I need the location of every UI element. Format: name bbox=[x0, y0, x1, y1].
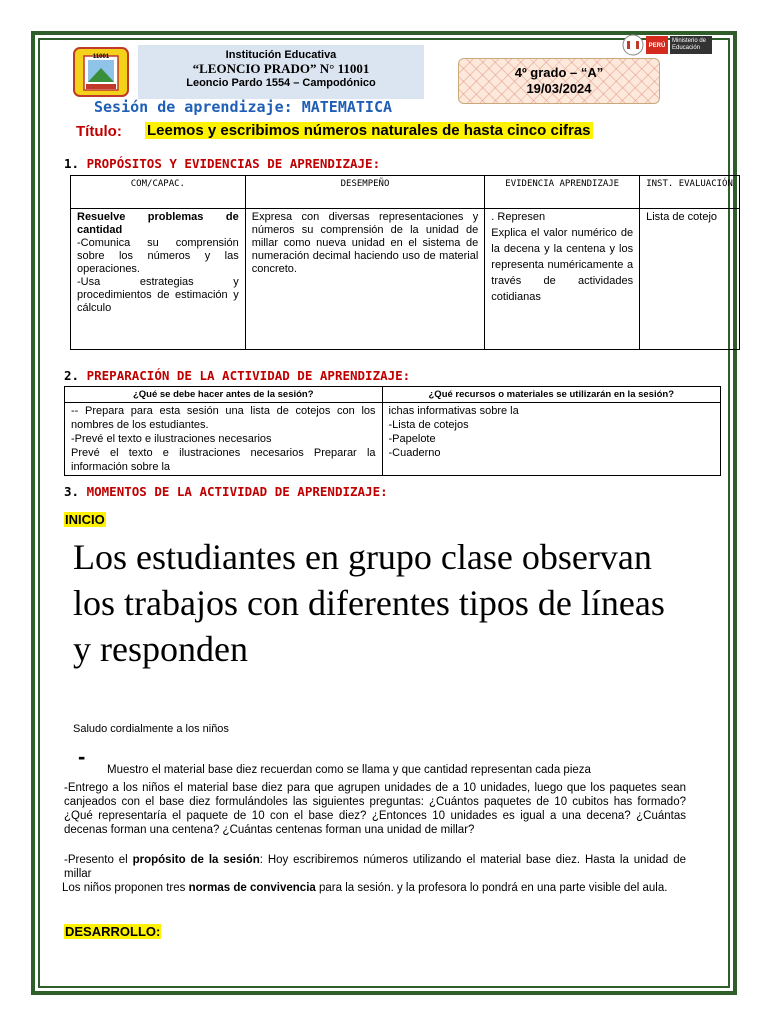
table-row bbox=[71, 209, 740, 350]
title-label: Título: bbox=[76, 123, 122, 140]
greeting-text: Saludo cordialmente a los niños bbox=[73, 723, 229, 735]
evaluation-cell: Lista de cotejo bbox=[640, 209, 740, 350]
school-logo bbox=[72, 46, 130, 98]
grade-text: 4º grado – “A” bbox=[514, 65, 604, 80]
entrego-paragraph: -Entrego a los niños el material base diez para que agrupen unidades de a 10 unidades, luego que los paquetes sean canjeados con el base diez formulándoles las siguientes preguntas: ¿Cuántos paquetes de 10 cubitos has formado? ¿Qué representaría el paquete de 10 con el base diez? ¿Entonces 10 unidades es igual a una decena? ¿Cuántas decenas forman una centena? ¿Cuántas centenas forman una unidad de millar? bbox=[64, 782, 686, 836]
table-header-row bbox=[65, 387, 721, 403]
institution-header bbox=[138, 45, 424, 99]
section-3-number: 3. bbox=[64, 484, 80, 499]
preparation-table bbox=[64, 386, 721, 476]
ministry-logo: PERÚ Ministerio de Educación bbox=[622, 32, 714, 58]
section-3-title: MOMENTOS DE LA ACTIVIDAD DE APRENDIZAJE: bbox=[86, 484, 388, 499]
desarrollo-label: DESARROLLO: bbox=[65, 924, 161, 939]
institution-name: “LEONCIO PRADO” N° 11001 bbox=[192, 61, 370, 76]
svg-text:11001: 11001 bbox=[92, 54, 110, 60]
section-2-number: 2. bbox=[64, 368, 80, 383]
inicio-label: INICIO bbox=[65, 512, 105, 527]
table-row bbox=[65, 403, 721, 476]
before-session-cell: -- Prepara para esta sesión una lista de cotejos con los nombres de los estudiantes. -Prevé el texto e ilustraciones necesarios Prevé el texto e ilustraciones necesarios Preparar la información sobre la bbox=[65, 403, 383, 476]
section-1-number: 1. bbox=[64, 156, 80, 171]
session-heading: Sesión de aprendizaje: MATEMATICA bbox=[94, 98, 393, 116]
competence-title: Resuelve problemas de cantidad bbox=[77, 211, 239, 236]
table-header-cell: COM/CAPAC. bbox=[71, 176, 246, 209]
table-header-row bbox=[71, 176, 740, 209]
competence-capacities: -Comunica su comprensión sobre los números y las operaciones. -Usa estrategias y procedimientos de estimación y cálculo bbox=[77, 237, 239, 314]
section-2-title: PREPARACIÓN DE LA ACTIVIDAD DE APRENDIZAJE: bbox=[86, 368, 411, 383]
normas-paragraph bbox=[62, 881, 686, 895]
table-header-cell: INST. EVALUACIÓN bbox=[640, 176, 740, 209]
section-1-heading bbox=[64, 156, 380, 171]
normas-pre: Los niños proponen tres bbox=[62, 882, 189, 894]
grade-date-box bbox=[458, 58, 660, 104]
section-2-heading bbox=[64, 368, 410, 383]
table-header-cell: ¿Qué se debe hacer antes de la sesión? bbox=[65, 387, 383, 403]
normas-post: para la sesión. y la profesora lo pondrá en una parte visible del aula. bbox=[315, 882, 668, 894]
presento-post: : Hoy escribiremos números utilizando el material base diez. Hasta la unidad de millar bbox=[64, 854, 686, 880]
table-header-cell: DESEMPEÑO bbox=[245, 176, 485, 209]
presento-paragraph bbox=[64, 853, 686, 881]
presento-pre: -Presento el bbox=[64, 854, 133, 866]
big-activity-text: Los estudiantes en grupo clase observan los trabajos con diferentes tipos de líneas y responden bbox=[73, 537, 665, 669]
section-3-heading bbox=[64, 484, 388, 499]
evidence-cell: . Represen Explica el valor numérico de la decena y la centena y los representa numéricamente a través de actividades cotidianas bbox=[485, 209, 640, 350]
dash-marker: - bbox=[78, 744, 86, 769]
purposes-table bbox=[70, 175, 740, 350]
date-text: 19/03/2024 bbox=[526, 81, 592, 96]
svg-text:PERÚ: PERÚ bbox=[648, 43, 666, 49]
institution-label: Institución Educativa bbox=[225, 49, 337, 61]
performance-cell: Expresa con diversas representaciones y números su comprensión de la unidad de millar como nueva unidad en el sistema de numeración decimal haciendo uso de material concreto. bbox=[245, 209, 485, 350]
competence-cell bbox=[71, 209, 246, 350]
resources-cell: ichas informativas sobre la -Lista de cotejos -Papelote -Cuaderno bbox=[382, 403, 720, 476]
section-1-title: PROPÓSITOS Y EVIDENCIAS DE APRENDIZAJE: bbox=[86, 156, 381, 171]
table-header-cell: EVIDENCIA APRENDIZAJE bbox=[485, 176, 640, 209]
normas-bold: normas de convivencia bbox=[188, 882, 316, 894]
muestro-text: Muestro el material base diez recuerdan como se llama y que cantidad representan cada pieza bbox=[107, 764, 591, 776]
table-header-cell: ¿Qué recursos o materiales se utilizarán en la sesión? bbox=[382, 387, 720, 403]
title-value: Leemos y escribimos números naturales de hasta cinco cifras bbox=[147, 122, 591, 139]
institution-address: Leoncio Pardo 1554 – Campodónico bbox=[186, 77, 376, 89]
presento-bold: propósito de la sesión bbox=[132, 854, 260, 866]
